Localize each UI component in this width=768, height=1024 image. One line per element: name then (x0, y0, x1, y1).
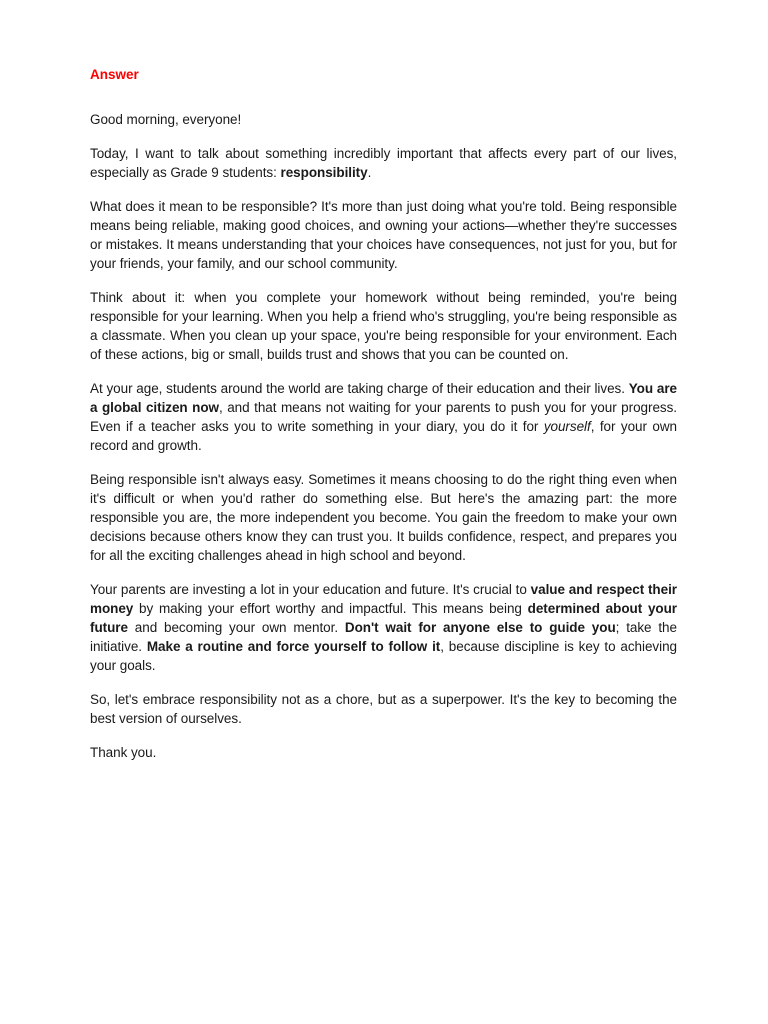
text-run: , and that means not waiting for your parents to push you for your progress. Even if a teacher asks you to write something in your diary, you do it for (90, 400, 678, 434)
benefits-paragraph: Being responsible isn't always easy. Sometimes it means choosing to do the right thing even when it's difficult or when you'd rather do something else. But here's the amazing part: the more responsible you are, the more independent you become. You gain the freedom to make your own decisions because others know they can trust you. It builds confidence, respect, and prepares you for all the exciting challenges ahead in high school and beyond. (90, 472, 677, 563)
text-run: At your age, students around the world are taking charge of their education and their lives. (90, 381, 629, 396)
text-run: , because discipline is key to achieving your goals. (90, 639, 677, 673)
intro-paragraph (90, 144, 677, 182)
answer-heading: Answer (90, 67, 139, 82)
bold-text: responsibility (280, 165, 368, 180)
text-run: . (367, 165, 372, 180)
text-run: by making your effort worthy and impactful. This means being (133, 601, 528, 616)
italic-text: yourself (543, 419, 591, 434)
text-run: Your parents are investing a lot in your education and future. It's crucial to (90, 582, 531, 597)
greeting-paragraph: Good morning, everyone! (90, 112, 242, 127)
parents-paragraph (90, 580, 677, 675)
bold-text: value and respect their money (90, 582, 677, 616)
bold-text: Make a routine and force yourself to follow it (146, 639, 441, 654)
text-run: Today, I want to talk about something incredibly important that affects every part of our lives, especially as Grade 9 students: (90, 146, 677, 180)
global-citizen-paragraph (90, 379, 677, 455)
document-page (90, 66, 677, 777)
text-run: and becoming your own mentor. (127, 620, 345, 635)
definition-paragraph: What does it mean to be responsible? It's more than just doing what you're told. Being responsible means being reliable, making good choices, and owning your actions—whether they're successes or mistakes. It means understanding that your choices have consequences, not just for you, but for your friends, your family, and our school community. (90, 199, 677, 271)
bold-text: You are a global citizen now (90, 381, 677, 415)
bold-text: Don't wait for anyone else to guide you (344, 620, 616, 635)
closing-paragraph: Thank you. (90, 745, 157, 760)
text-run: , for your own record and growth. (90, 419, 677, 453)
conclusion-paragraph: So, let's embrace responsibility not as a chore, but as a superpower. It's the key to becoming the best version of ourselves. (90, 692, 677, 726)
examples-paragraph: Think about it: when you complete your homework without being reminded, you're being responsible for your learning. When you help a friend who's struggling, you're being responsible as a classmate. When you clean up your space, you're being responsible for your environment. Each of these actions, big or small, builds trust and shows that you can be counted on. (90, 290, 677, 362)
text-run: ; take the initiative. (90, 620, 677, 654)
bold-text: determined about your future (90, 601, 677, 635)
